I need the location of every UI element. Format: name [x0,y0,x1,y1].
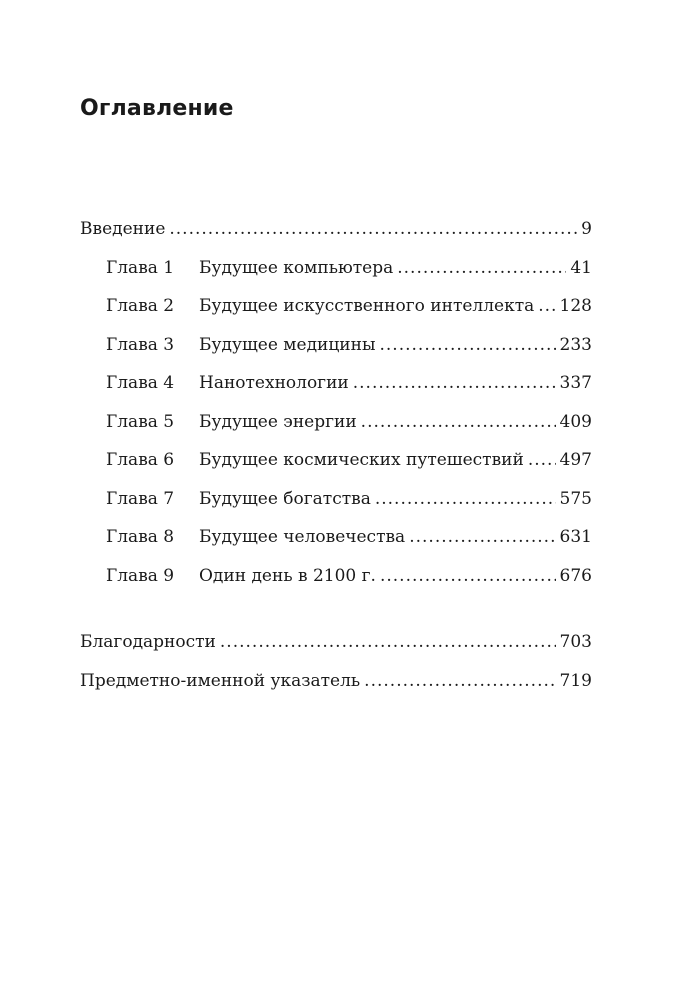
section-spacer [80,595,592,623]
dot-leader [397,249,566,288]
toc-entry-chapter-6[interactable] [80,441,592,480]
toc-entry-title: Будущее медицины [199,334,376,355]
chapter-label: Глава 7 [106,488,175,509]
toc-entry-page: 575 [559,488,592,509]
toc-entry-chapter-4[interactable] [80,364,592,403]
chapter-label: Глава 3 [106,334,175,355]
chapter-label: Глава 4 [106,373,175,393]
toc-entry-chapter-1[interactable] [80,249,592,288]
toc-entry-page: 337 [559,373,592,393]
toc-entry-title: Один день в 2100 г. [199,565,376,586]
toc-entry-page: 703 [559,632,592,652]
toc-entry-page: 676 [559,565,592,586]
dot-leader [538,287,555,326]
table-of-contents [80,210,592,700]
toc-entry-index[interactable] [80,662,592,701]
toc-entry-title: Будущее космических путешествий [199,450,524,470]
chapter-label: Глава 2 [106,296,175,316]
toc-entry-chapter-9[interactable] [80,557,592,596]
dot-leader [380,557,556,596]
dot-leader [375,480,556,519]
toc-entry-page: 497 [559,450,592,470]
chapter-label: Глава 8 [106,527,175,547]
chapter-label: Глава 6 [106,450,175,470]
dot-leader [220,623,556,662]
chapter-label: Глава 5 [106,411,175,432]
dot-leader [361,403,556,442]
toc-entry-title: Нанотехнологии [199,373,349,393]
toc-entry-chapter-8[interactable] [80,518,592,557]
toc-entry-title: Будущее энергии [199,411,357,432]
toc-entry-page: 128 [559,296,592,316]
toc-entry-title: Будущее искусственного интеллекта [199,296,535,316]
toc-entry-page: 631 [559,527,592,547]
toc-entry-title: Будущее компьютера [199,257,394,278]
dot-leader [380,326,556,365]
toc-entry-page: 719 [559,670,592,691]
toc-entry-page: 9 [581,219,592,239]
toc-entry-title: Будущее человечества [199,527,406,547]
toc-entry-page: 233 [559,334,592,355]
toc-entry-chapter-5[interactable] [80,403,592,442]
toc-entry-title: Будущее богатства [199,488,371,509]
page-title: Оглавление [80,96,234,121]
toc-entry-page: 41 [570,257,592,278]
toc-entry-page: 409 [559,411,592,432]
toc-entry-chapter-2[interactable] [80,287,592,326]
toc-entry-title: Введение [80,219,166,239]
dot-leader [169,210,577,249]
toc-entry-title: Благодарности [80,632,216,652]
chapter-label: Глава 9 [106,565,175,586]
dot-leader [409,518,555,557]
chapter-label: Глава 1 [106,257,175,278]
toc-entry-acknowledgements[interactable] [80,623,592,662]
toc-entry-title: Предметно-именной указатель [80,670,361,691]
dot-leader [364,662,555,701]
dot-leader [528,441,556,480]
toc-entry-introduction[interactable] [80,210,592,249]
toc-entry-chapter-3[interactable] [80,326,592,365]
dot-leader [353,364,556,403]
toc-entry-chapter-7[interactable] [80,480,592,519]
